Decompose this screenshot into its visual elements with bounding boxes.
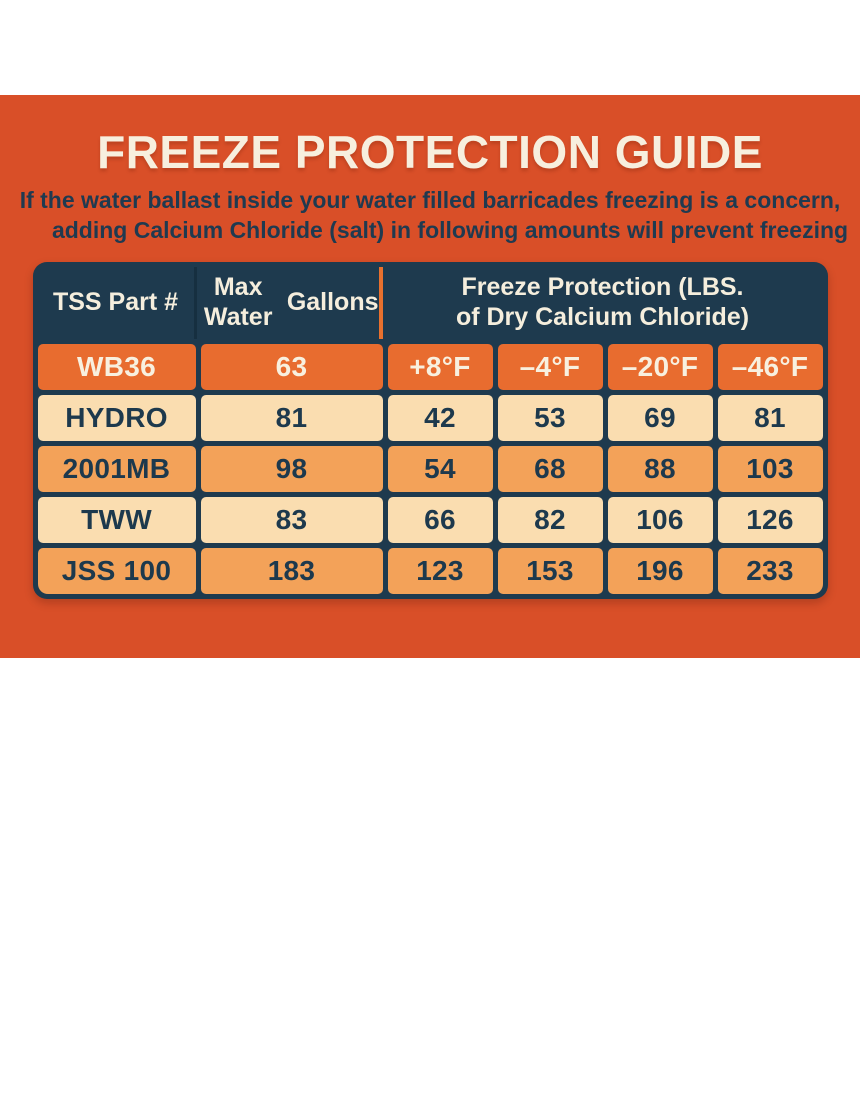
freeze-value-cell: 123 <box>388 548 493 594</box>
header-freeze-line1: Freeze Protection (LBS. <box>461 273 744 302</box>
freeze-value-cell: –46°F <box>718 344 823 390</box>
table-row-hydro <box>38 395 823 441</box>
freeze-value-cell: 68 <box>498 446 603 492</box>
freeze-value-cell: 81 <box>718 395 823 441</box>
freeze-value-cell: +8°F <box>388 344 493 390</box>
freeze-value-cell: 103 <box>718 446 823 492</box>
freeze-value-cell: 126 <box>718 497 823 543</box>
part-number-cell: TWW <box>38 497 196 543</box>
table-header-row <box>38 267 823 339</box>
header-max-water-line1: Max Water <box>203 273 273 331</box>
subtitle-line-2: adding Calcium Chloride (salt) in following amounts will prevent freezing <box>51 216 849 243</box>
part-number-cell: HYDRO <box>38 395 196 441</box>
header-freeze-protection <box>383 267 823 339</box>
max-gallons-cell: 81 <box>201 395 383 441</box>
header-tss-part: TSS Part # <box>52 288 179 317</box>
freeze-value-cell: 88 <box>608 446 713 492</box>
max-gallons-cell: 63 <box>201 344 383 390</box>
header-freeze-line2: of Dry Calcium Chloride) <box>455 302 750 331</box>
freeze-protection-table <box>33 262 828 599</box>
freeze-value-cell: 196 <box>608 548 713 594</box>
freeze-value-cell: 153 <box>498 548 603 594</box>
table-row-tww <box>38 497 823 543</box>
part-number-cell: 2001MB <box>38 446 196 492</box>
freeze-value-cell: 66 <box>388 497 493 543</box>
page-title: FREEZE PROTECTION GUIDE <box>97 126 763 178</box>
freeze-value-cell: 54 <box>388 446 493 492</box>
freeze-value-cell: 53 <box>498 395 603 441</box>
freeze-value-cell: 233 <box>718 548 823 594</box>
max-gallons-cell: 98 <box>201 446 383 492</box>
table-row-2001mb <box>38 446 823 492</box>
freeze-value-cell: 106 <box>608 497 713 543</box>
freeze-value-cell: 42 <box>388 395 493 441</box>
table-body <box>38 344 823 594</box>
header-max-water-gallons <box>197 267 379 339</box>
table-row-wb36 <box>38 344 823 390</box>
part-number-cell: WB36 <box>38 344 196 390</box>
max-gallons-cell: 83 <box>201 497 383 543</box>
freeze-value-cell: 82 <box>498 497 603 543</box>
header-max-water-line2: Gallons <box>286 288 379 317</box>
freeze-value-cell: –20°F <box>608 344 713 390</box>
freeze-guide-panel <box>0 95 860 658</box>
freeze-value-cell: 69 <box>608 395 713 441</box>
part-number-cell: JSS 100 <box>38 548 196 594</box>
table-row-jss-100 <box>38 548 823 594</box>
subtitle-line-1: If the water ballast inside your water filled barricades freezing is a concern, <box>19 187 841 213</box>
max-gallons-cell: 183 <box>201 548 383 594</box>
freeze-value-cell: –4°F <box>498 344 603 390</box>
